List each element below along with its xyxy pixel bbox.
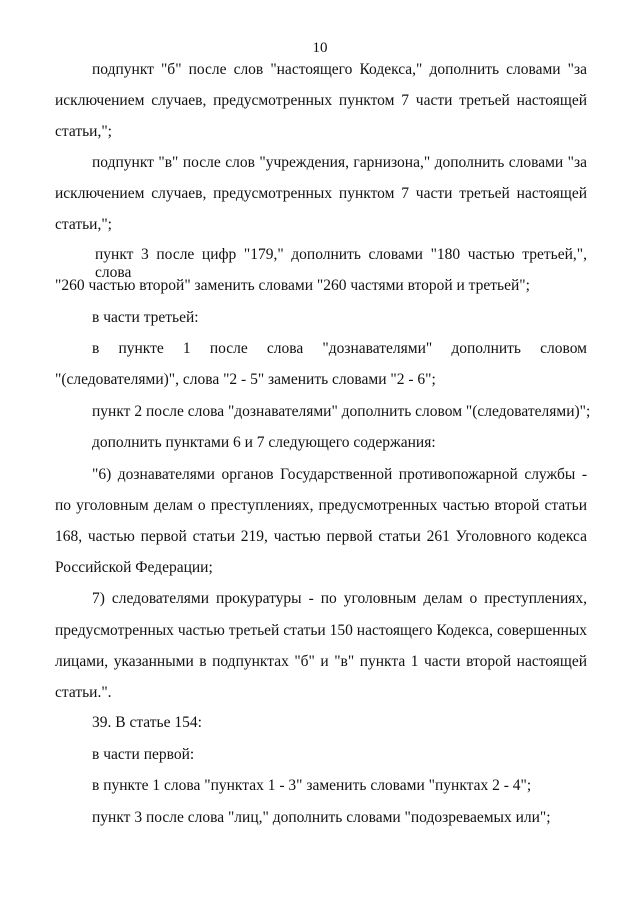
text-line: в пункте 1 слова "пунктах 1 - 3" заменить словами "пунктах 2 - 4"; xyxy=(92,777,532,794)
text-line: статьи.". xyxy=(55,684,112,701)
section-heading: 39. В статье 154: xyxy=(92,714,202,731)
text-line: 7) следователями прокуратуры - по уголовным делам о преступлениях, xyxy=(92,590,587,607)
text-line: в части первой: xyxy=(92,746,195,763)
text-line: пункт 2 после слова "дознавателями" дополнить словом "(следователями)"; xyxy=(92,403,591,420)
text-line: Российской Федерации; xyxy=(55,559,213,576)
text-line: исключением случаев, предусмотренных пунктом 7 части третьей настоящей xyxy=(55,92,587,109)
text-line: подпункт "б" после слов "настоящего Кодекса," дополнить словами "за xyxy=(92,61,587,78)
text-line: подпункт "в" после слов "учреждения, гарнизона," дополнить словами "за xyxy=(92,154,587,171)
page-number: 10 xyxy=(312,40,328,56)
text-line: предусмотренных частью третьей статьи 150 настоящего Кодекса, совершенных xyxy=(55,622,587,639)
text-line: в части третьей: xyxy=(92,309,199,326)
text-line: "(следователями)", слова "2 - 5" заменить словами "2 - 6"; xyxy=(55,371,436,388)
text-line: исключением случаев, предусмотренных пунктом 7 части третьей настоящей xyxy=(55,185,587,202)
text-line: пункт 3 после цифр "179," дополнить словами "180 частью третьей,", слова xyxy=(95,246,587,281)
text-line: лицами, указанными в подпунктах "б" и "в" пункта 1 части второй настоящей xyxy=(55,653,587,670)
text-line: по уголовным делам о преступлениях, предусмотренных частью второй статьи xyxy=(55,497,587,514)
text-line: "260 частью второй" заменить словами "260 частями второй и третьей"; xyxy=(55,277,530,294)
text-line: 168, частью первой статьи 219, частью первой статьи 261 Уголовного кодекса xyxy=(55,528,587,545)
text-line: пункт 3 после слова "лиц," дополнить словами "подозреваемых или"; xyxy=(92,809,551,826)
text-line: статьи,"; xyxy=(55,123,112,140)
text-line: дополнить пунктами 6 и 7 следующего содержания: xyxy=(92,434,436,451)
text-line: в пункте 1 после слова "дознавателями" дополнить словом xyxy=(92,340,587,357)
text-line: статьи,"; xyxy=(55,216,112,233)
text-line: "6) дознавателями органов Государственной противопожарной службы - xyxy=(92,466,587,483)
